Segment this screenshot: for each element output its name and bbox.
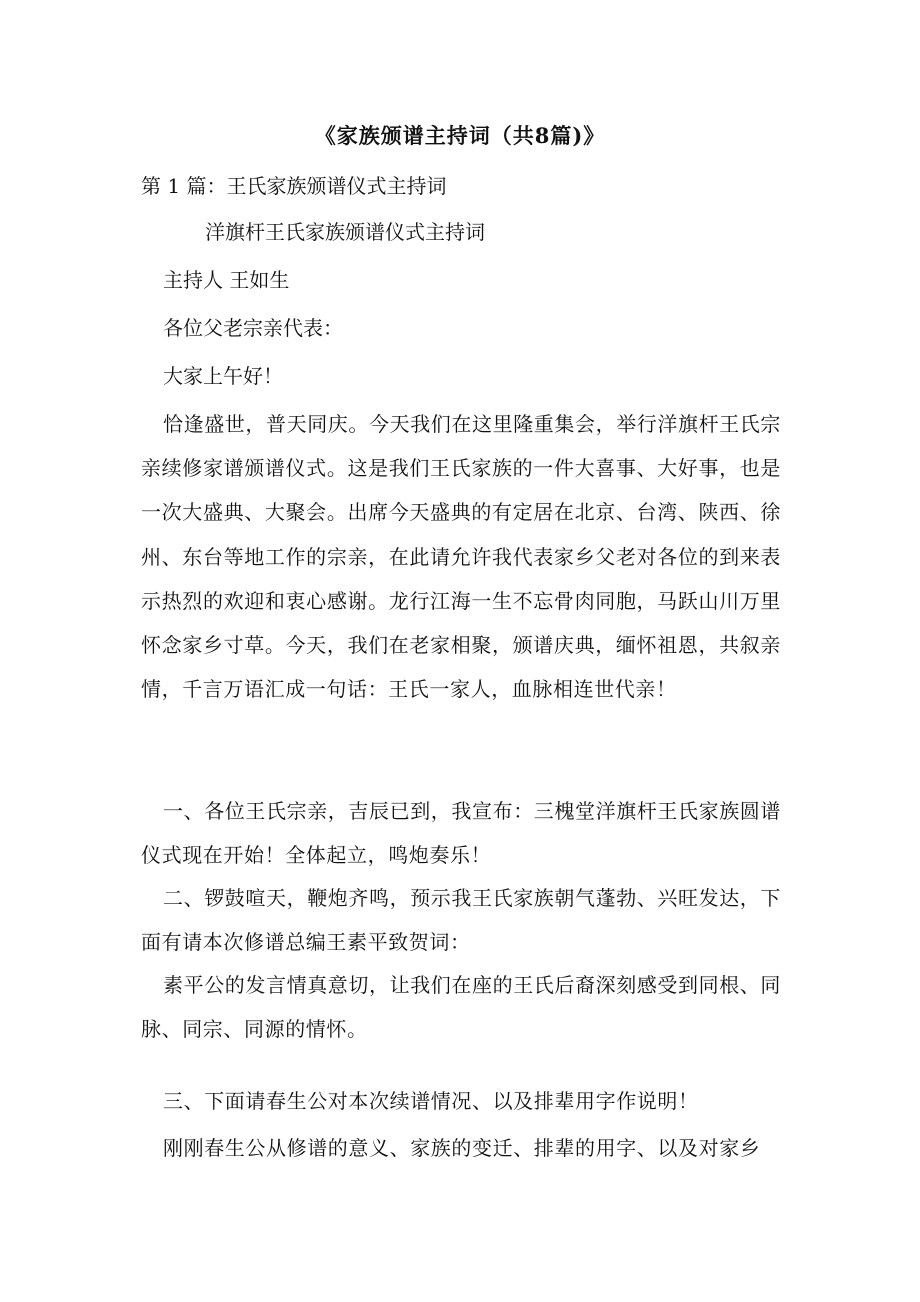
- document-title: 《家族颁谱主持词（共8篇)》: [314, 123, 606, 148]
- paragraph-item-1: 一、各位王氏宗亲，吉辰已到，我宣布：三槐堂洋旗杆王氏家族圆谱仪式现在开始！全体起立，鸣炮奏乐！: [141, 799, 781, 868]
- paragraph-response-1: 素平公的发言情真意切，让我们在座的王氏后裔深刻感受到同根、同脉、同宗、同源的情怀。: [141, 973, 781, 1042]
- paragraph-item-3: 三、下面请春生公对本次续谱情况、以及排辈用字作说明！: [163, 1089, 699, 1113]
- greeting: 大家上午好！: [163, 364, 283, 388]
- host-line: 主持人 王如生: [163, 268, 290, 292]
- paragraph-item-2: 二、锣鼓喧天，鞭炮齐鸣，预示我王氏家族朝气蓬勃、兴旺发达，下面有请本次修谱总编王素平致贺词：: [141, 886, 781, 955]
- paragraph-opening: 恰逢盛世，普天同庆。今天我们在这里隆重集会，举行洋旗杆王氏宗亲续修家谱颁谱仪式。这是我们王氏家族的一件大喜事、大好事，也是一次大盛典、大聚会。出席今天盛典的有定居在北京、台湾、陕西、徐州、东台等地工作的宗亲，在此请允许我代表家乡父老对各位的到来表示热烈的欢迎和衷心感谢。龙行江海一生不忘骨肉同胞，马跃山川万里怀念家乡寸草。今天，我们在老家相聚，颁谱庆典，缅怀祖恩，共叙亲情，千言万语汇成一句话：王氏一家人，血脉相连世代亲！: [141, 412, 781, 702]
- salutation: 各位父老宗亲代表：: [163, 316, 343, 340]
- ceremony-subtitle: 洋旗杆王氏家族颁谱仪式主持词: [205, 220, 485, 244]
- paragraph-response-2: 刚刚春生公从修谱的意义、家族的变迁、排辈的用字、以及对家乡: [163, 1136, 761, 1160]
- section-heading: 第 1 篇：王氏家族颁谱仪式主持词: [141, 174, 447, 198]
